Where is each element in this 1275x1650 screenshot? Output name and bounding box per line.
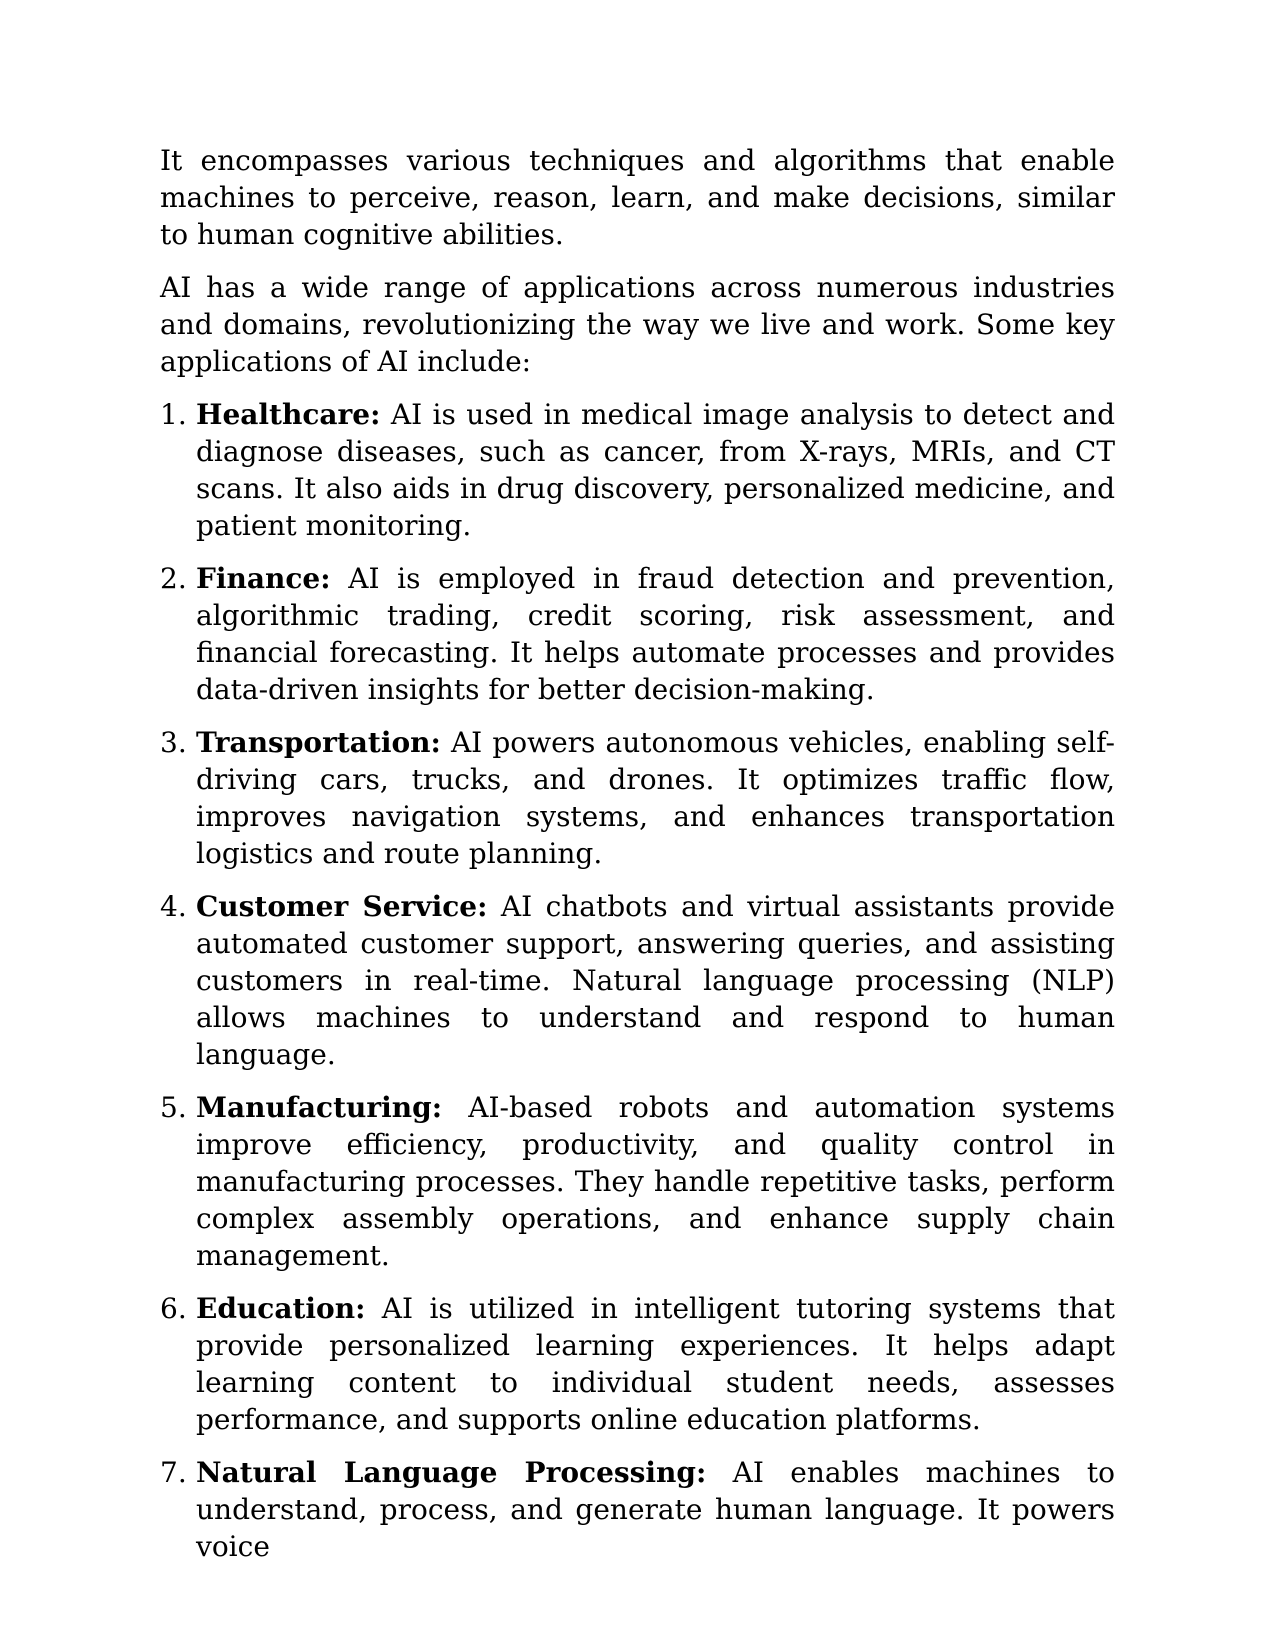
intro-paragraph: AI has a wide range of applications across numerous industries and domains, revolutionizing the way we live and work. Some key applications of AI include:	[160, 271, 1115, 378]
list-item-text: AI is utilized in intelligent tutoring systems that provide personalized learning experiences. It helps adapt learning content to individual student needs, assesses performance, and supports online education platforms.	[196, 1292, 1116, 1436]
list-item-text: AI-based robots and automation systems improve efficiency, productivity, and quality control in manufacturing processes. They handle repetitive tasks, perform complex assembly operations, and enhance supply chain management.	[196, 1091, 1115, 1272]
list-item-text: AI is used in medical image analysis to detect and diagnose diseases, such as cancer, from X-rays, MRIs, and CT scans. It also aids in drug discovery, personalized medicine, and patient monitoring.	[196, 398, 1115, 542]
list-item	[160, 724, 1115, 872]
list-item-text: AI chatbots and virtual assistants provide automated customer support, answering queries, and assisting customers in real-time. Natural language processing (NLP) allows machines to understand and respond to human language.	[196, 890, 1115, 1071]
list-item	[160, 888, 1115, 1073]
list-item-number: 6.	[160, 1292, 187, 1325]
list-item-term: Natural Language Processing:	[196, 1456, 707, 1489]
list-item-number: 1.	[160, 398, 187, 431]
list-item-text: AI powers autonomous vehicles, enabling self-driving cars, trucks, and drones. It optimizes traffic flow, improves navigation systems, and enhances transportation logistics and route planning.	[196, 726, 1115, 870]
list-item-number: 3.	[160, 726, 187, 759]
list-item-term: Manufacturing:	[196, 1091, 443, 1124]
list-item	[160, 560, 1115, 708]
list-item-number: 5.	[160, 1091, 187, 1124]
list-item	[160, 396, 1115, 544]
list-item-number: 2.	[160, 562, 187, 595]
list-item-number: 7.	[160, 1456, 187, 1489]
list-item-term: Finance:	[196, 562, 331, 595]
list-item-term: Transportation:	[196, 726, 441, 759]
list-item-term: Healthcare:	[196, 398, 381, 431]
list-item-term: Customer Service:	[196, 890, 488, 923]
document-page	[160, 142, 1115, 1581]
list-item	[160, 1290, 1115, 1438]
applications-list	[160, 396, 1115, 1565]
intro-paragraph: It encompasses various techniques and algorithms that enable machines to perceive, reason, learn, and make decisions, similar to human cognitive abilities.	[160, 144, 1115, 251]
list-item-text: AI enables machines to understand, process, and generate human language. It powers voice	[196, 1456, 1116, 1563]
list-item-term: Education:	[196, 1292, 366, 1325]
list-item-number: 4.	[160, 890, 187, 923]
list-item	[160, 1454, 1115, 1565]
list-item	[160, 1089, 1115, 1274]
list-item-text: AI is employed in fraud detection and prevention, algorithmic trading, credit scoring, risk assessment, and financial forecasting. It helps automate processes and provides data-driven insights for better decision-making.	[196, 562, 1115, 706]
